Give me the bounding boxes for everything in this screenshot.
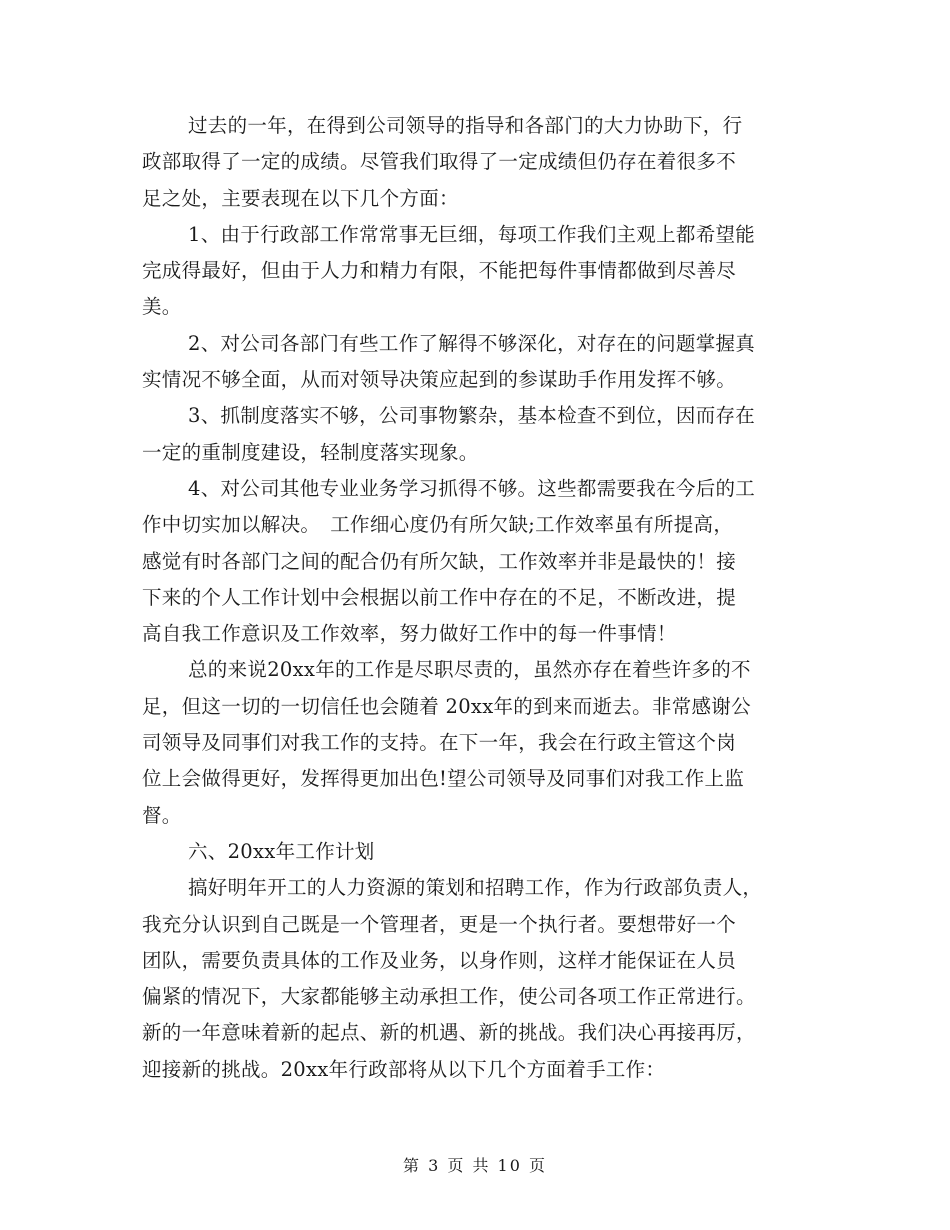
page-number-footer: 第 3 页 共 10 页 bbox=[403, 1156, 547, 1175]
text-line: 1、由于行政部工作常常事无巨细，每项工作我们主观上都希望能 bbox=[188, 222, 756, 246]
text-line: 感觉有时各部门之间的配合仍有所欠缺，工作效率并非是最快的！接 bbox=[142, 549, 737, 573]
text-line: 位上会做得更好，发挥得更加出色!望公司领导及同事们对我工作上监 bbox=[142, 767, 745, 791]
text-line: 足之处，主要表现在以下几个方面： bbox=[142, 186, 459, 210]
text-line: 政部取得了一定的成绩。尽管我们取得了一定成绩但仍存在着很多不 bbox=[142, 150, 737, 174]
text-line: 司领导及同事们对我工作的支持。在下一年，我会在行政主管这个岗 bbox=[142, 731, 737, 755]
text-line: 偏紧的情况下，大家都能够主动承担工作，使公司各项工作正常进行。 bbox=[142, 985, 756, 1009]
text-line: 美。 bbox=[142, 295, 182, 319]
text-line: 作中切实加以解决。 工作细心度仍有所欠缺;工作效率虽有所提高， bbox=[142, 513, 734, 537]
text-line: 迎接新的挑战。20xx年行政部将从以下几个方面着手工作： bbox=[142, 1057, 666, 1081]
text-line: 搞好明年开工的人力资源的策划和招聘工作，作为行政部负责人， bbox=[188, 876, 763, 900]
text-line: 完成得最好，但由于人力和精力有限，不能把每件事情都做到尽善尽 bbox=[142, 259, 737, 283]
text-line: 一定的重制度建设，轻制度落实现象。 bbox=[142, 440, 479, 464]
text-line: 3、抓制度落实不够，公司事物繁杂，基本检查不到位，因而存在 bbox=[188, 404, 756, 428]
text-line: 高自我工作意识及工作效率，努力做好工作中的每一件事情！ bbox=[142, 622, 677, 646]
text-line: 下来的个人工作计划中会根据以前工作中存在的不足，不断改进，提 bbox=[142, 585, 737, 609]
text-line: 督。 bbox=[142, 803, 182, 827]
text-line: 2、对公司各部门有些工作了解得不够深化，对存在的问题掌握真 bbox=[188, 331, 756, 355]
text-line: 六、20xx年工作计划 bbox=[188, 839, 375, 863]
text-line: 过去的一年，在得到公司领导的指导和各部门的大力协助下，行 bbox=[188, 114, 743, 137]
document-body bbox=[142, 108, 810, 1088]
text-line: 我充分认识到自己既是一个管理者，更是一个执行者。要想带好一个 bbox=[142, 912, 737, 936]
text-line: 总的来说20xx年的工作是尽职尽责的，虽然亦存在着些许多的不 bbox=[188, 658, 751, 682]
text-line: 团队，需要负责具体的工作及业务，以身作则，这样才能保证在人员 bbox=[142, 948, 737, 972]
text-line: 4、对公司其他专业业务学习抓得不够。这些都需要我在今后的工 bbox=[188, 476, 756, 500]
text-line: 足，但这一切的一切信任也会随着 20xx年的到来而逝去。非常感谢公 bbox=[142, 694, 751, 718]
text-line: 新的一年意味着新的起点、新的机遇、新的挑战。我们决心再接再厉， bbox=[142, 1021, 756, 1045]
text-line: 实情况不够全面，从而对领导决策应起到的参谋助手作用发挥不够。 bbox=[142, 368, 737, 392]
